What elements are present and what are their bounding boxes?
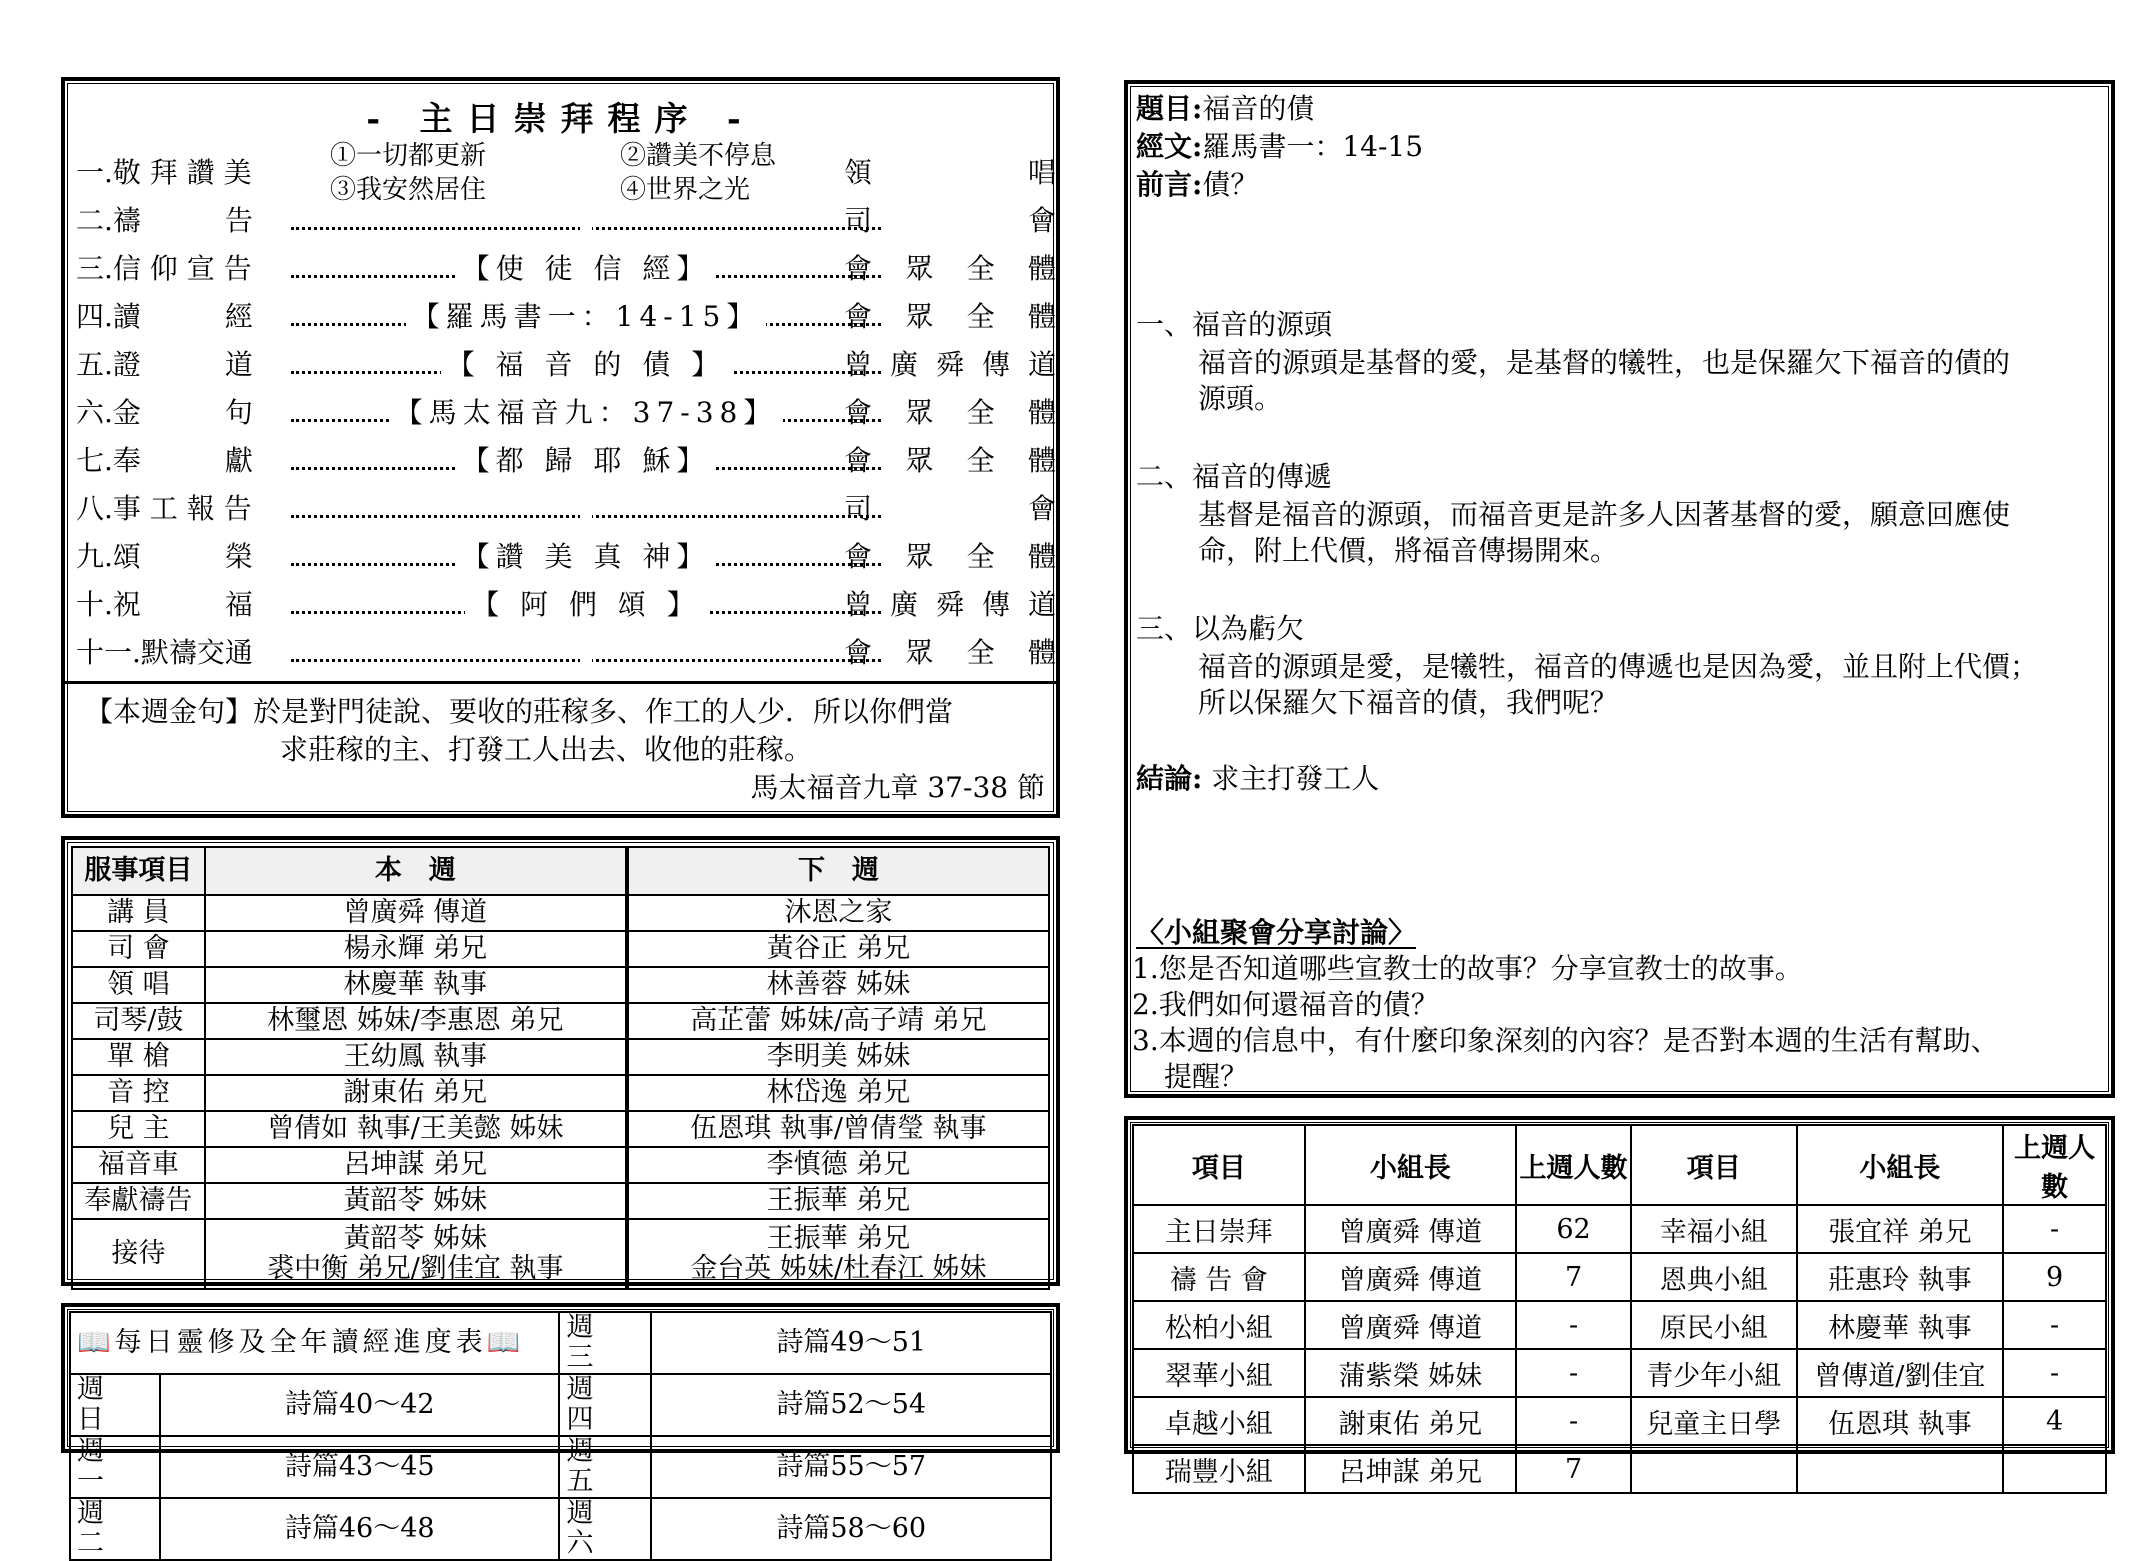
attendance-count: 4 <box>2003 1397 2106 1445</box>
discussion-question-3-cont: 提醒？ <box>1164 1060 1249 1093</box>
next-week-server: 李明美 姊妹 <box>627 1039 1049 1075</box>
reading-range: 詩篇40～42 <box>160 1374 560 1436</box>
leader-char: 傳 <box>981 588 1010 621</box>
leader-char: 廣 <box>889 588 918 621</box>
worship-item-detail <box>580 204 592 237</box>
worship-item-detail: 【都 歸 耶 穌】 <box>456 444 717 477</box>
worship-item-label: 一.敬 拜 讚 美 <box>76 156 252 189</box>
group-name: 瑞豐小組 <box>1133 1445 1305 1493</box>
worship-item-row <box>76 537 1056 577</box>
worship-item-leader <box>844 345 1056 385</box>
topic-text: 福音的債 <box>1202 92 1315 125</box>
leader-char: 體 <box>1027 252 1056 285</box>
this-week-server: 王幼鳳 執事 <box>205 1039 627 1075</box>
group-leader: 曾廣舜 傳道 <box>1305 1205 1517 1253</box>
group-name: 原民小組 <box>1631 1301 1797 1349</box>
worship-item-label: 八.事 工 報 告 <box>76 492 252 525</box>
column-header: 下 週 <box>627 847 1049 895</box>
table-row <box>72 931 1049 967</box>
group-leader: 謝東佑 弟兄 <box>1305 1397 1517 1445</box>
worship-item-middle <box>291 537 881 577</box>
worship-item-label: 六.金 句 <box>76 396 253 429</box>
next-week-server: 王振華 弟兄 <box>627 1183 1049 1219</box>
worship-item-label: 七.奉 獻 <box>76 444 253 477</box>
table-row <box>72 1183 1049 1219</box>
table-row <box>1133 1253 2106 1301</box>
day-label: 週 日 <box>70 1374 160 1436</box>
group-name <box>1631 1445 1797 1493</box>
reading-range: 詩篇46～48 <box>160 1498 560 1560</box>
group-name: 主日崇拜 <box>1133 1205 1305 1253</box>
column-header: 本 週 <box>205 847 627 895</box>
column-header: 小組長 <box>1797 1125 2004 1205</box>
next-week-server: 高芷蕾 姊妹/高子靖 弟兄 <box>627 1003 1049 1039</box>
group-leader: 蒲紫榮 姊妹 <box>1305 1349 1517 1397</box>
this-week-server: 林慶華 執事 <box>205 967 627 1003</box>
worship-item-label: 十一.默禱交通 <box>76 636 253 669</box>
worship-item-row <box>76 585 1056 625</box>
point-3-line2: 所以保羅欠下福音的債，我們呢？ <box>1198 686 1619 719</box>
attendance-count: 9 <box>2003 1253 2106 1301</box>
reading-range: 詩篇49～51 <box>651 1312 1051 1374</box>
reading-range: 詩篇55～57 <box>651 1436 1051 1498</box>
service-role: 福音車 <box>72 1147 205 1183</box>
group-name: 幸福小組 <box>1631 1205 1797 1253</box>
group-name: 禱 告 會 <box>1133 1253 1305 1301</box>
this-week-server <box>205 1219 627 1289</box>
leader-char: 體 <box>1027 396 1056 429</box>
point-2-line2: 命，附上代價，將福音傳揚開來。 <box>1198 534 1619 567</box>
group-leader: 林慶華 執事 <box>1797 1301 2004 1349</box>
leader-char: 眾 <box>905 636 934 669</box>
hymn-4: ④世界之光 <box>620 175 751 205</box>
worship-item-label: 九.頌 榮 <box>76 540 253 573</box>
table-row <box>1133 1445 2106 1493</box>
worship-item-leader <box>844 633 1056 673</box>
worship-item-detail: 【馬太福音九：37-38】 <box>389 396 784 429</box>
worship-item-middle <box>291 489 881 529</box>
leader-char: 傳 <box>981 348 1010 381</box>
worship-item-row <box>76 201 1056 241</box>
column-header: 上週人數 <box>1516 1125 1631 1205</box>
leader-char: 司 <box>844 492 873 525</box>
worship-item-detail: 【羅馬書一：14-15】 <box>406 300 767 333</box>
small-groups-panel <box>1124 1116 2115 1488</box>
leader-char: 眾 <box>905 540 934 573</box>
table-header-row <box>72 847 1049 895</box>
group-name: 卓越小組 <box>1133 1397 1305 1445</box>
table-row <box>1133 1397 2106 1445</box>
leader-char: 道 <box>1027 588 1056 621</box>
attendance-count: - <box>2003 1301 2106 1349</box>
worship-item-row <box>76 489 1056 529</box>
point-3-title: 三、以為虧欠 <box>1136 612 1305 645</box>
leader-char: 會 <box>844 540 873 573</box>
divider <box>65 681 1056 684</box>
leader-char: 會 <box>844 396 873 429</box>
worship-item-middle <box>291 393 881 433</box>
point-1-line2: 源頭。 <box>1198 382 1283 415</box>
table-row <box>72 1147 1049 1183</box>
next-week-server: 林岱逸 弟兄 <box>627 1075 1049 1111</box>
this-week-server: 謝東佑 弟兄 <box>205 1075 627 1111</box>
worship-order-panel <box>61 77 1060 818</box>
worship-item-label: 五.證 道 <box>76 348 253 381</box>
sermon-intro <box>1136 166 1258 204</box>
worship-item-label: 二.禱 告 <box>76 204 253 237</box>
hymn-2: ②讚美不停息 <box>620 141 777 171</box>
worship-item-label: 三.信 仰 宣 告 <box>76 252 252 285</box>
intro-text: 債？ <box>1202 168 1259 201</box>
attendance-count: 7 <box>1516 1253 1631 1301</box>
group-name: 青少年小組 <box>1631 1349 1797 1397</box>
leader-char: 曾 <box>844 348 873 381</box>
column-header: 小組長 <box>1305 1125 1517 1205</box>
sermon-scripture <box>1136 128 1423 166</box>
topic-label: 題目: <box>1136 92 1203 125</box>
weekly-verse-reference: 馬太福音九章 37-38 節 <box>750 771 1045 804</box>
worship-item-row <box>76 249 1056 289</box>
next-week-server: 黃谷正 弟兄 <box>627 931 1049 967</box>
leader-char: 全 <box>966 300 995 333</box>
next-week-server: 李慎德 弟兄 <box>627 1147 1049 1183</box>
leader-char: 全 <box>966 636 995 669</box>
leader-char: 舜 <box>935 588 964 621</box>
point-2-title: 二、福音的傳遞 <box>1136 460 1333 493</box>
leader-char: 眾 <box>905 252 934 285</box>
group-leader: 莊惠玲 執事 <box>1797 1253 2004 1301</box>
group-name: 松柏小組 <box>1133 1301 1305 1349</box>
leader-char: 體 <box>1027 300 1056 333</box>
server-line: 金台英 姊妹/杜春江 姊妹 <box>690 1253 987 1284</box>
this-week-server: 曾廣舜 傳道 <box>205 895 627 931</box>
attendance-count: 7 <box>1516 1445 1631 1493</box>
table-row <box>1133 1205 2106 1253</box>
attendance-count: - <box>1516 1349 1631 1397</box>
group-leader: 張宜祥 弟兄 <box>1797 1205 2004 1253</box>
discussion-title: 〈小組聚會分享討論〉 <box>1136 916 1417 949</box>
worship-item-middle <box>291 441 881 481</box>
reading-plan-table <box>69 1311 1052 1561</box>
server-line: 王振華 弟兄 <box>766 1223 911 1254</box>
worship-item-detail: 【 阿 們 頌 】 <box>465 588 707 621</box>
table-row <box>1133 1301 2106 1349</box>
service-role: 單 槍 <box>72 1039 205 1075</box>
hymn-3: ③我安然居住 <box>330 175 487 205</box>
leader-char: 廣 <box>889 348 918 381</box>
next-week-server: 沐恩之家 <box>627 895 1049 931</box>
worship-item-detail: 【 福 音 的 債 】 <box>441 348 732 381</box>
group-leader: 呂坤謀 弟兄 <box>1305 1445 1517 1493</box>
worship-item-label: 十.祝 福 <box>76 588 253 621</box>
discussion-question-2: 2.我們如何還福音的債？ <box>1132 988 1439 1021</box>
conclusion-text: 求主打發工人 <box>1211 762 1380 795</box>
attendance-count: - <box>1516 1301 1631 1349</box>
leader-char: 體 <box>1027 636 1056 669</box>
service-role: 領 唱 <box>72 967 205 1003</box>
discussion-question-3: 3.本週的信息中，有什麼印象深刻的內容？是否對本週的生活有幫助、 <box>1132 1024 1999 1057</box>
day-label: 週 一 <box>70 1436 160 1498</box>
worship-item-leader <box>844 585 1056 625</box>
column-header: 上週人數 <box>2003 1125 2106 1205</box>
reading-range: 詩篇52～54 <box>651 1374 1051 1436</box>
service-role: 講 員 <box>72 895 205 931</box>
attendance-count: - <box>1516 1397 1631 1445</box>
day-label: 週 六 <box>559 1498 651 1560</box>
conclusion-label: 結論: <box>1136 762 1203 795</box>
worship-item-middle <box>291 297 881 337</box>
group-leader: 曾廣舜 傳道 <box>1305 1301 1517 1349</box>
leader-char: 眾 <box>905 396 934 429</box>
worship-item-detail <box>580 492 592 525</box>
next-week-server: 伍恩琪 執事/曾倩瑩 執事 <box>627 1111 1049 1147</box>
table-row <box>70 1312 1051 1374</box>
service-role: 接待 <box>72 1219 205 1289</box>
scripture-text: 羅馬書一：14-15 <box>1202 130 1424 163</box>
group-leader: 曾廣舜 傳道 <box>1305 1253 1517 1301</box>
column-header: 服事項目 <box>72 847 205 895</box>
table-row <box>72 1219 1049 1289</box>
small-groups-table <box>1132 1124 2107 1494</box>
reading-plan-title: 📖每日靈修及全年讀經進度表📖 <box>70 1312 559 1374</box>
day-label: 週 四 <box>559 1374 651 1436</box>
leader-char: 全 <box>966 252 995 285</box>
weekly-verse-line2: 求莊稼的主、打發工人出去、收他的莊稼。 <box>280 733 813 766</box>
leader-char: 會 <box>844 636 873 669</box>
reading-range: 詩篇58～60 <box>651 1498 1051 1560</box>
worship-item-middle <box>291 153 881 193</box>
worship-item-row <box>76 153 1056 193</box>
leader-char: 全 <box>966 540 995 573</box>
next-week-server: 林善蓉 姊妹 <box>627 967 1049 1003</box>
day-label: 週 二 <box>70 1498 160 1560</box>
service-roster-panel <box>61 836 1060 1286</box>
leader-char: 司 <box>844 204 873 237</box>
leader-char: 道 <box>1027 348 1056 381</box>
group-name: 恩典小組 <box>1631 1253 1797 1301</box>
leader-char: 全 <box>966 444 995 477</box>
group-leader: 曾傳道/劉佳宜 <box>1797 1349 2004 1397</box>
point-1-line1: 福音的源頭是基督的愛，是基督的犧牲，也是保羅欠下福音的債的 <box>1198 346 2011 379</box>
leader-char: 會 <box>844 444 873 477</box>
group-leader: 伍恩琪 執事 <box>1797 1397 2004 1445</box>
worship-item-middle <box>291 585 881 625</box>
this-week-server: 楊永輝 弟兄 <box>205 931 627 967</box>
worship-item-row <box>76 441 1056 481</box>
service-role: 司琴/鼓 <box>72 1003 205 1039</box>
reading-plan-panel <box>61 1303 1060 1559</box>
leader-char: 體 <box>1027 444 1056 477</box>
worship-item-leader <box>844 441 1056 481</box>
point-3-line1: 福音的源頭是愛，是犧牲，福音的傳遞也是因為愛，並且附上代價； <box>1198 650 2039 683</box>
table-row <box>72 967 1049 1003</box>
reading-range: 詩篇43～45 <box>160 1436 560 1498</box>
leader-char: 領 <box>844 156 873 189</box>
worship-item-row <box>76 633 1056 673</box>
this-week-server: 呂坤謀 弟兄 <box>205 1147 627 1183</box>
table-row <box>72 1075 1049 1111</box>
server-line: 裘中衡 弟兄/劉佳宜 執事 <box>267 1253 564 1284</box>
attendance-count <box>2003 1445 2106 1493</box>
worship-item-row <box>76 345 1056 385</box>
leader-char: 唱 <box>1027 156 1056 189</box>
worship-item-middle <box>291 249 881 289</box>
weekly-verse-line1: 【本週金句】於是對門徒說、要收的莊稼多、作工的人少．所以你們當 <box>85 695 954 728</box>
service-roster-table <box>71 846 1050 1290</box>
group-name: 兒童主日學 <box>1631 1397 1797 1445</box>
service-role: 兒 主 <box>72 1111 205 1147</box>
worship-item-label: 四.讀 經 <box>76 300 253 333</box>
sermon-notes-panel <box>1124 80 2115 1098</box>
table-header-row <box>1133 1125 2106 1205</box>
leader-char: 舜 <box>935 348 964 381</box>
table-row <box>70 1498 1051 1560</box>
leader-char: 全 <box>966 396 995 429</box>
day-label: 週 五 <box>559 1436 651 1498</box>
point-1-title: 一、福音的源頭 <box>1136 308 1333 341</box>
worship-item-detail: 【讚 美 真 神】 <box>456 540 717 573</box>
point-2-line1: 基督是福音的源頭，而福音更是許多人因著基督的愛，願意回應使 <box>1198 498 2011 531</box>
worship-item-detail: 【使 徒 信 經】 <box>456 252 717 285</box>
discussion-question-1: 1.您是否知道哪些宣教士的故事？分享宣教士的故事。 <box>1132 952 1803 985</box>
leader-char: 會 <box>1027 204 1056 237</box>
worship-item-row <box>76 393 1056 433</box>
table-row <box>72 895 1049 931</box>
table-row <box>70 1436 1051 1498</box>
next-week-server <box>627 1219 1049 1289</box>
day-label: 週 三 <box>559 1312 651 1374</box>
worship-item-leader <box>844 153 1056 193</box>
group-name: 翠華小組 <box>1133 1349 1305 1397</box>
worship-item-middle <box>291 201 881 241</box>
table-row <box>72 1111 1049 1147</box>
worship-item-leader <box>844 489 1056 529</box>
table-row <box>1133 1349 2106 1397</box>
table-row <box>72 1003 1049 1039</box>
column-header: 項目 <box>1631 1125 1797 1205</box>
leader-char: 會 <box>844 252 873 285</box>
attendance-count: - <box>2003 1205 2106 1253</box>
leader-char: 曾 <box>844 588 873 621</box>
column-header: 項目 <box>1133 1125 1305 1205</box>
worship-item-leader <box>844 537 1056 577</box>
worship-order-title: - 主日崇拜程序 - <box>366 99 755 138</box>
leader-char: 會 <box>1027 492 1056 525</box>
worship-item-middle <box>291 633 881 673</box>
group-leader <box>1797 1445 2004 1493</box>
leader-char: 體 <box>1027 540 1056 573</box>
worship-item-detail <box>580 636 592 669</box>
this-week-server: 曾倩如 執事/王美懿 姊妹 <box>205 1111 627 1147</box>
sermon-topic <box>1136 90 1314 128</box>
scripture-label: 經文: <box>1136 130 1203 163</box>
table-row <box>70 1374 1051 1436</box>
attendance-count: 62 <box>1516 1205 1631 1253</box>
hymn-1: ①一切都更新 <box>330 141 487 171</box>
intro-label: 前言: <box>1136 168 1203 201</box>
worship-item-row <box>76 297 1056 337</box>
leader-char: 眾 <box>905 300 934 333</box>
sermon-conclusion <box>1136 760 1379 798</box>
this-week-server: 林璽恩 姊妹/李惠恩 弟兄 <box>205 1003 627 1039</box>
worship-item-detail <box>580 156 592 189</box>
service-role: 司 會 <box>72 931 205 967</box>
worship-item-leader <box>844 297 1056 337</box>
leader-char: 眾 <box>905 444 934 477</box>
worship-item-leader <box>844 249 1056 289</box>
service-role: 音 控 <box>72 1075 205 1111</box>
table-row <box>72 1039 1049 1075</box>
worship-item-leader <box>844 393 1056 433</box>
worship-item-leader <box>844 201 1056 241</box>
this-week-server: 黃韶苓 姊妹 <box>205 1183 627 1219</box>
server-line: 黃韶苓 姊妹 <box>343 1223 488 1254</box>
leader-char: 會 <box>844 300 873 333</box>
attendance-count: - <box>2003 1349 2106 1397</box>
worship-item-middle <box>291 345 881 385</box>
service-role: 奉獻禱告 <box>72 1183 205 1219</box>
